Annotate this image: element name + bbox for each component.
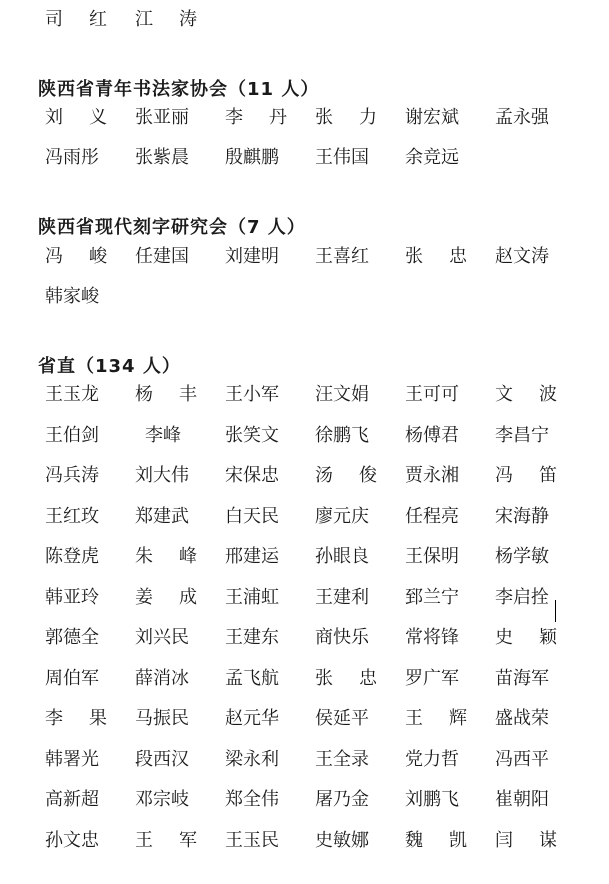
person-name: 商快乐 [315, 627, 369, 648]
person-name: 王建东 [225, 627, 279, 648]
person-name: 张笑文 [225, 425, 279, 446]
person-name: 韩署光 [45, 749, 99, 770]
person-name: 宋海静 [495, 506, 549, 527]
person-name: 刘 义 [45, 107, 107, 128]
person-name: 王玉民 [225, 830, 279, 851]
person-name: 王保明 [405, 546, 459, 567]
person-name: 宋保忠 [225, 465, 279, 486]
person-name: 姜 成 [135, 587, 197, 608]
person-name: 李 果 [45, 708, 107, 729]
person-name: 郑全伟 [225, 789, 279, 810]
person-name: 杨 丰 [135, 384, 197, 405]
person-name: 周伯军 [45, 668, 99, 689]
person-name: 王喜红 [315, 246, 369, 267]
person-name: 赵元华 [225, 708, 279, 729]
person-name: 党力哲 [405, 749, 459, 770]
person-name: 魏 凯 [405, 830, 467, 851]
person-name: 任建国 [135, 246, 189, 267]
section-heading: 陕西省青年书法家协会（11 人） [38, 79, 320, 100]
person-name: 闫 谋 [495, 830, 557, 851]
person-name: 韩家峻 [45, 286, 99, 307]
person-name: 王伯剑 [45, 425, 99, 446]
person-name: 冯 笛 [495, 465, 557, 486]
person-name: 盛战荣 [495, 708, 549, 729]
person-name: 王浦虹 [225, 587, 279, 608]
person-name: 常将锋 [405, 627, 459, 648]
person-name: 白天民 [225, 506, 279, 527]
person-name: 文 波 [495, 384, 557, 405]
person-name: 苗海军 [495, 668, 549, 689]
person-name: 史敏娜 [315, 830, 369, 851]
person-name: 王全录 [315, 749, 369, 770]
person-name: 徐鹏飞 [315, 425, 369, 446]
person-name: 汤 俊 [315, 465, 377, 486]
person-name: 王可可 [405, 384, 459, 405]
person-name: 孙眼良 [315, 546, 369, 567]
person-name: 王 辉 [405, 708, 467, 729]
person-name: 郑建武 [135, 506, 189, 527]
person-name: 邢建运 [225, 546, 279, 567]
person-name: 殷麒鹏 [225, 147, 279, 168]
person-name: 李启拴 [495, 587, 549, 608]
person-name: 刘大伟 [135, 465, 189, 486]
person-name: 汪文娟 [315, 384, 369, 405]
person-name: 孟永强 [495, 107, 549, 128]
person-name: 王玉龙 [45, 384, 99, 405]
person-name: 屠乃金 [315, 789, 369, 810]
person-name: 段西汉 [135, 749, 189, 770]
person-name: 王伟国 [315, 147, 369, 168]
person-name: 谢宏斌 [405, 107, 459, 128]
person-name: 贾永湘 [405, 465, 459, 486]
person-name: 任程亮 [405, 506, 459, 527]
person-name: 罗广军 [405, 668, 459, 689]
person-name: 杨学敏 [495, 546, 549, 567]
text-cursor [555, 600, 556, 622]
person-name: 冯西平 [495, 749, 549, 770]
person-name: 郭德全 [45, 627, 99, 648]
person-name: 刘兴民 [135, 627, 189, 648]
person-name: 侯延平 [315, 708, 369, 729]
person-name: 刘鹏飞 [405, 789, 459, 810]
person-name: 李峰 [145, 425, 181, 446]
person-name: 朱 峰 [135, 546, 197, 567]
section-heading: 省直（134 人） [38, 356, 181, 377]
person-name: 马振民 [135, 708, 189, 729]
person-name: 梁永利 [225, 749, 279, 770]
person-name: 冯兵涛 [45, 465, 99, 486]
person-name: 江 涛 [135, 9, 197, 30]
person-name: 王 军 [135, 830, 197, 851]
person-name: 冯 峻 [45, 246, 107, 267]
person-name: 高新超 [45, 789, 99, 810]
person-name: 张 忠 [405, 246, 467, 267]
person-name: 张 忠 [315, 668, 377, 689]
person-name: 杨傅君 [405, 425, 459, 446]
person-name: 陈登虎 [45, 546, 99, 567]
person-name: 李昌宁 [495, 425, 549, 446]
person-name: 王建利 [315, 587, 369, 608]
person-name: 王小军 [225, 384, 279, 405]
person-name: 韩亚玲 [45, 587, 99, 608]
person-name: 王红玫 [45, 506, 99, 527]
person-name: 孙文忠 [45, 830, 99, 851]
person-name: 廖元庆 [315, 506, 369, 527]
person-name: 冯雨彤 [45, 147, 99, 168]
person-name: 崔朝阳 [495, 789, 549, 810]
person-name: 张亚丽 [135, 107, 189, 128]
person-name: 孟飞航 [225, 668, 279, 689]
person-name: 赵文涛 [495, 246, 549, 267]
person-name: 邓宗岐 [135, 789, 189, 810]
person-name: 史 颖 [495, 627, 557, 648]
person-name: 薛消冰 [135, 668, 189, 689]
section-heading: 陕西省现代刻字研究会（7 人） [38, 217, 306, 238]
person-name: 张 力 [315, 107, 377, 128]
person-name: 司 红 [45, 9, 107, 30]
person-name: 郅兰宁 [405, 587, 459, 608]
person-name: 余竞远 [405, 147, 459, 168]
person-name: 刘建明 [225, 246, 279, 267]
person-name: 李 丹 [225, 107, 287, 128]
person-name: 张紫晨 [135, 147, 189, 168]
